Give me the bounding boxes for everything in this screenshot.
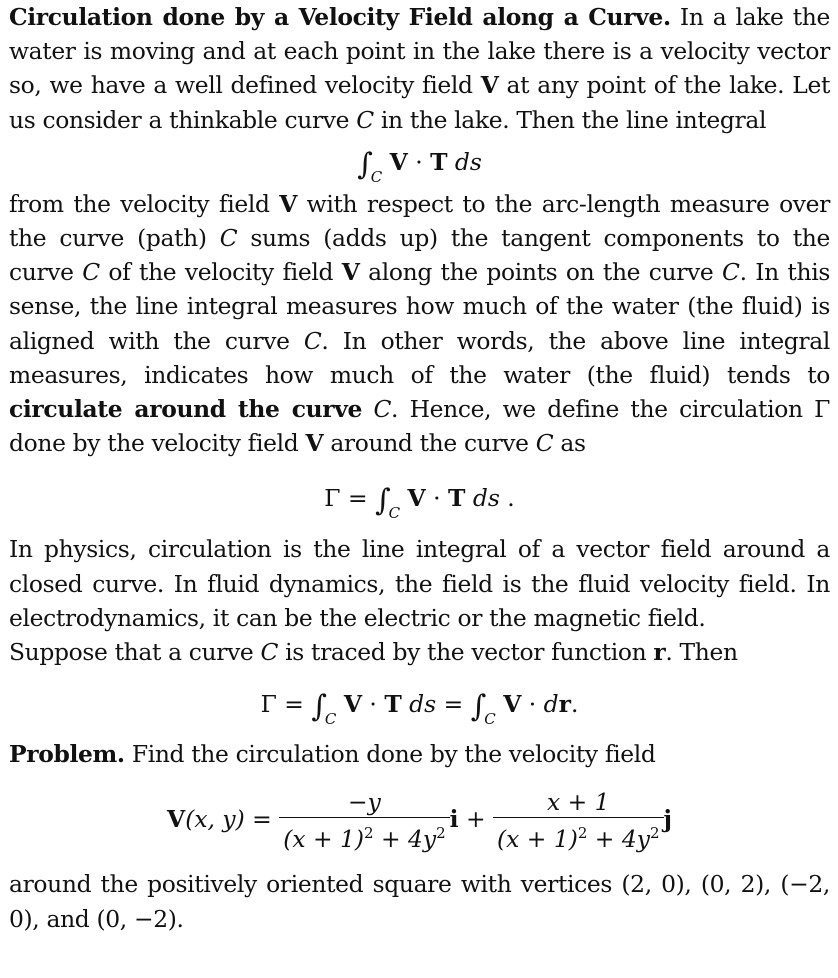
equation-circulation-definition: $\Gamma = \int_C$ V · T ds .: [324, 483, 515, 523]
paragraph-physics: In physics, circulation is the line integral of a vector field around a closed curve. In fluid dynamics, the field is the fluid velocity field. In electrodynamics, it can be the electric or the magnetic field. Suppose that a curve C is traced by the vector function r. Then: [9, 535, 830, 667]
fraction-i-component: $\frac{-y}{(x + 1)^2 + 4y^2}$: [279, 787, 449, 854]
paragraph-square: around the positively oriented square with vertices (2, 0), (0, 2), (−2, 0), and (0, −2).: [9, 870, 830, 933]
section-heading: Circulation done by a Velocity Field along a Curve.: [9, 3, 671, 31]
equation-circulation-vector-form: $\Gamma = \int_C$ V · T ds = $\int_C$ V · dr.: [260, 689, 579, 729]
paragraph-explanation: from the velocity field V with respect to the arc-length measure over the curve (path) C sums (adds up) the tangent components to the curve C of the velocity field V along the points on the curve C. In this sense, the line integral measures how much of the water (the fluid) is aligned with the curve C. In other words, the above line integral measures, indicates how much of the water (the fluid) tends to circulate around the curve C. Hence, we define the circulation Γ done by the velocity field V around the curve C as: [9, 189, 831, 458]
paragraph-problem: Problem. Find the circulation done by the velocity field: [9, 740, 656, 769]
equation-line-integral: $\int_C$ V · T ds: [357, 146, 482, 186]
fraction-j-component: $\frac{x + 1}{(x + 1)^2 + 4y^2}$: [493, 787, 663, 854]
problem-label: Problem.: [9, 740, 125, 769]
equation-velocity-field: V(x, y) = $\frac{-y}{(x + 1)^2 + 4y^2}$ i + $\frac{x + 1}{(x + 1)^2 + 4y^2}$ j: [167, 788, 672, 854]
paragraph-intro: Circulation done by a Velocity Field along a Curve. In a lake the water is moving and at each point in the lake there is a velocity vector so, we have a well defined velocity field V at any point of the lake. Let us consider a thinkable curve C in the lake. Then the line integral: [9, 3, 830, 134]
